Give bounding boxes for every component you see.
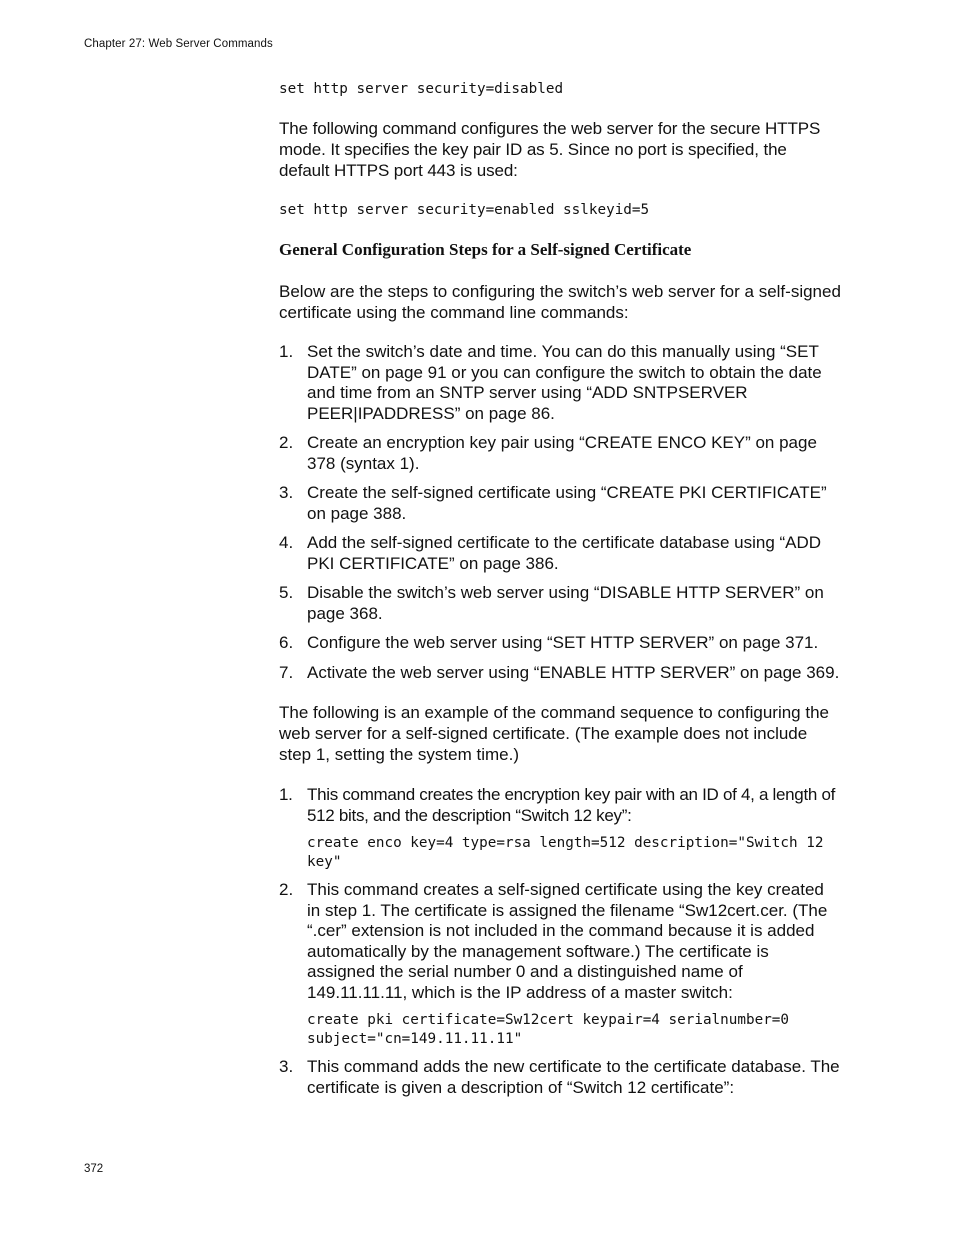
list-item xyxy=(279,785,841,872)
paragraph-example-intro: The following is an example of the command sequence to configuring the web server for a self-signed certificate. (The example does not include step 1, setting the system time.) xyxy=(279,703,829,764)
step-number: 3. xyxy=(279,483,294,502)
code-create-enco-key: create enco key=4 type=rsa length=512 description="Switch 12 key" xyxy=(307,835,833,870)
list-item xyxy=(279,483,841,524)
step-number: 2. xyxy=(279,433,294,452)
step-number: 1. xyxy=(279,785,293,804)
example-steps-list xyxy=(279,785,841,1098)
page-number: 372 xyxy=(84,1163,104,1175)
list-item xyxy=(279,342,841,424)
configuration-steps-list xyxy=(279,342,841,683)
step-number: 3. xyxy=(279,1057,294,1076)
paragraph-https-mode: The following command configures the web server for the secure HTTPS mode. It specifies the key pair ID as 5. Since no port is specified, the default HTTPS port 443 is used: xyxy=(279,119,821,180)
list-item xyxy=(279,533,841,574)
step-text: Create an encryption key pair using “CREATE ENCO KEY” on page 378 (syntax 1). xyxy=(307,433,817,473)
step-number: 5. xyxy=(279,583,294,602)
code-example-security-enabled: set http server security=enabled sslkeyid=5 xyxy=(279,202,650,218)
list-item xyxy=(279,1057,841,1098)
list-item xyxy=(279,583,841,624)
step-text: This command adds the new certificate to the certificate database. The certificate is given a description of “Switch 12 certificate”: xyxy=(307,1057,840,1097)
section-heading: General Configuration Steps for a Self-signed Certificate xyxy=(279,240,692,259)
body-column xyxy=(279,79,841,1098)
step-number: 1. xyxy=(279,342,294,361)
paragraph-steps-intro: Below are the steps to configuring the switch’s web server for a self-signed certificate using the command line commands: xyxy=(279,282,841,322)
list-item xyxy=(279,633,841,654)
step-text: Create the self-signed certificate using “CREATE PKI CERTIFICATE” on page 388. xyxy=(307,483,827,523)
list-item xyxy=(279,663,841,684)
step-text: Configure the web server using “SET HTTP SERVER” on page 371. xyxy=(307,633,819,652)
step-number: 4. xyxy=(279,533,294,552)
list-item xyxy=(279,433,841,474)
step-text: Set the switch’s date and time. You can do this manually using “SET DATE” on page 91 or you can configure the switch to obtain the date and time from an SNTP server using “ADD SNTPSERVER PEER|IPADDRESS” on page 86. xyxy=(307,342,822,423)
step-text: This command creates the encryption key pair with an ID of 4, a length of 512 bits, and the description “Switch 12 key”: xyxy=(307,785,836,825)
step-number: 2. xyxy=(279,880,294,899)
running-head: Chapter 27: Web Server Commands xyxy=(84,38,273,50)
list-item xyxy=(279,880,841,1049)
code-create-pki-certificate: create pki certificate=Sw12cert keypair=4 serialnumber=0 subject="cn=149.11.11.11" xyxy=(307,1012,798,1047)
step-number: 7. xyxy=(279,662,294,682)
step-text: Disable the switch’s web server using “DISABLE HTTP SERVER” on page 368. xyxy=(307,583,824,623)
step-number: 6. xyxy=(279,633,294,652)
code-example-security-disabled: set http server security=disabled xyxy=(279,81,564,97)
step-text: Add the self-signed certificate to the certificate database using “ADD PKI CERTIFICATE” on page 386. xyxy=(307,533,822,573)
step-text: Activate the web server using “ENABLE HTTP SERVER” on page 369. xyxy=(307,662,840,682)
step-text: This command creates a self-signed certificate using the key created in step 1. The certificate is assigned the filename “Sw12cert.cer. (The “.cer” extension is not included in the command because it is added automatically by the management software.) The certificate is assigned the serial number 0 and a distinguished name of 149.11.11.11, which is the IP address of a master switch: xyxy=(307,880,828,1002)
